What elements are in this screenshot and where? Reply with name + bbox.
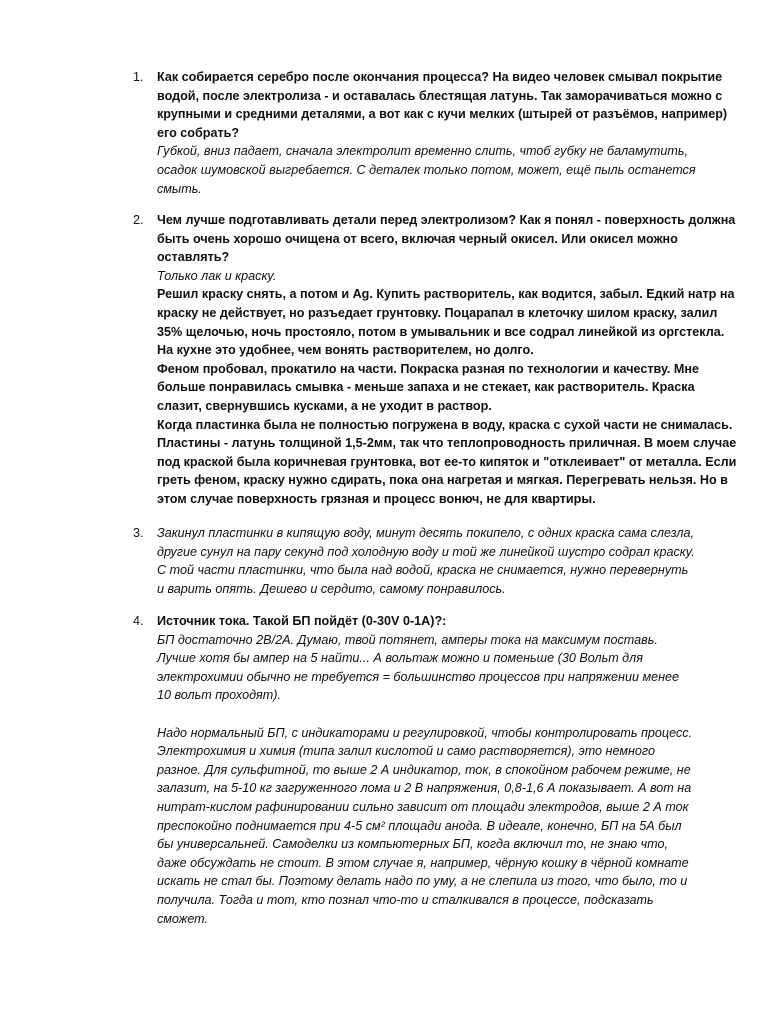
question-line: Источник тока. Такой БП пойдёт (0-30V 0-1A)?: — [157, 614, 447, 628]
list-number: 2. — [133, 213, 144, 227]
list-number: 1. — [133, 70, 144, 84]
answer-line: залазит, на 5-10 кг загруженного лома и 2 В напряжения, 0,8-1,6 А показывает. А вот на — [157, 781, 692, 796]
paragraph-line: слазит, свернувшись кусками, а не уходит в раствор. — [157, 398, 492, 413]
answer-line: разное. Для сульфитной, то выше 2 А индикатор, ток, в спокойном рабочем режиме, не — [157, 762, 691, 777]
list-item-body — [157, 524, 723, 598]
list-item-body — [157, 612, 723, 928]
paragraph-line: 35% щелочью, ночь простояло, потом в умывальник и все содрал линейкой из оргстекла. — [157, 324, 725, 339]
paragraph-line: этом случае поверхность грязная и процесс вонюч, не для квартиры. — [157, 491, 596, 506]
paragraph-line: Решил краску снять, а потом и Ag. Купить растворитель, как водится, забыл. Едкий натр на — [157, 287, 735, 302]
question-line: его собрать? — [157, 125, 240, 140]
answer-line: С той части пластинки, что была над водой, краска не снимается, нужно перевернуть — [157, 563, 689, 578]
list-number: 3. — [133, 526, 144, 540]
list-item-body — [157, 68, 728, 198]
paragraph-line: Феном пробовал, прокатило на части. Покраска разная по технологии и качеству. Мне — [157, 361, 699, 376]
answer-line: Электрохимия и химия (типа залил кислотой и само растворяется), это немного — [157, 744, 655, 759]
answer-line: даже обсуждать не стоит. В этом случае я, например, чёрную кошку в чёрной комнате — [157, 855, 689, 870]
paragraph-line: греть феном, краску нужно сдирать, пока она нагретая и мягкая. Перегревать нельзя. Но в — [157, 473, 728, 488]
paragraph-line: На кухне это удобнее, чем вонять растворителем, но долго. — [157, 343, 534, 358]
question-line: Как собирается серебро после окончания процесса? На видео человек смывал покрытие — [157, 70, 723, 84]
answer-line: Лучше хотя бы ампер на 5 найти... А вольтаж можно и поменьше (30 Вольт для — [157, 651, 643, 666]
answer-line: получила. Тогда и тот, кто познал что-то и сталкивался в процессе, подсказать — [157, 892, 654, 907]
answer-line: и варить опять. Дешево и сердито, самому понравилось. — [157, 581, 506, 596]
answer-line: Губкой, вниз падает, сначала электролит временно слить, чтоб губку не баламутить, — [157, 144, 688, 159]
paragraph-line: Пластины - латунь толщиной 1,5-2мм, так что теплопроводность приличная. В моем случае — [157, 436, 737, 451]
paragraph-line: больше понравилась смывка - меньше запаха и не стекает, как растворитель. Краска — [157, 380, 695, 395]
question-line: быть очень хорошо очищена от всего, включая черный окисел. Или окисел можно — [157, 231, 678, 246]
answer-line: Только лак и краску. — [157, 268, 277, 283]
answer-line: БП достаточно 2В/2А. Думаю, твой потянет, амперы тока на максимум поставь. — [157, 632, 658, 647]
answer-line: смыть. — [157, 181, 202, 196]
paragraph-line: краску не действует, но разъедает грунтовку. Поцарапал в клеточку шилом краску, залил — [157, 305, 718, 320]
answer-line: электрохимии обычно не требуется = большинство процессов при напряжении менее — [157, 669, 680, 684]
question-line: водой, после электролиза - и оставалась блестящая латунь. Так заморачиваться можно с — [157, 88, 723, 103]
answer-line: Закинул пластинки в кипящую воду, минут десять покипело, с одних краска сама слезла, — [157, 526, 694, 540]
answer-line: преспокойно поднимается при 4-5 см² площади анода. В идеале, конечно, БП на 5А был — [157, 818, 682, 833]
answer-line: бы универсальней. Самоделки из компьютерных БП, когда включил то, не знаю что, — [157, 837, 669, 852]
answer-line: искать не стал бы. Поэтому делать надо по уму, а не слепила из того, что было, то и — [157, 874, 688, 889]
answer-line: сможет. — [157, 911, 209, 926]
list-item-body — [157, 211, 737, 509]
paragraph-line: Когда пластинка была не полностью погружена в воду, краска с сухой части не снималась. — [157, 417, 733, 432]
answer-line: другие сунул на пару секунд под холодную воду и той же линейкой шустро содрал краску. — [157, 544, 695, 559]
answer-line: 10 вольт проходят). — [157, 688, 281, 703]
question-line: Чем лучше подготавливать детали перед электролизом? Как я понял - поверхность должна — [157, 213, 736, 227]
answer-line: нитрат-кислом рафинировании сильно зависит от площади электродов, выше 2 А ток — [157, 799, 689, 814]
question-line: крупными и средними деталями, а вот как с кучи мелких (штырей от разъёмов, например) — [157, 107, 728, 122]
paragraph-gap — [157, 705, 723, 724]
list-number: 4. — [133, 614, 144, 628]
question-line: оставлять? — [157, 250, 230, 265]
paragraph-line: под краской была коричневая грунтовка, вот ее-то кипяток и "отклеивает" от металла. Если — [157, 454, 737, 469]
answer-line: Надо нормальный БП, с индикаторами и регулировкой, чтобы контролировать процесс. — [157, 725, 693, 740]
answer-line: осадок шумовской выгребается. С деталек только потом, может, ещё пыль останется — [157, 162, 696, 177]
